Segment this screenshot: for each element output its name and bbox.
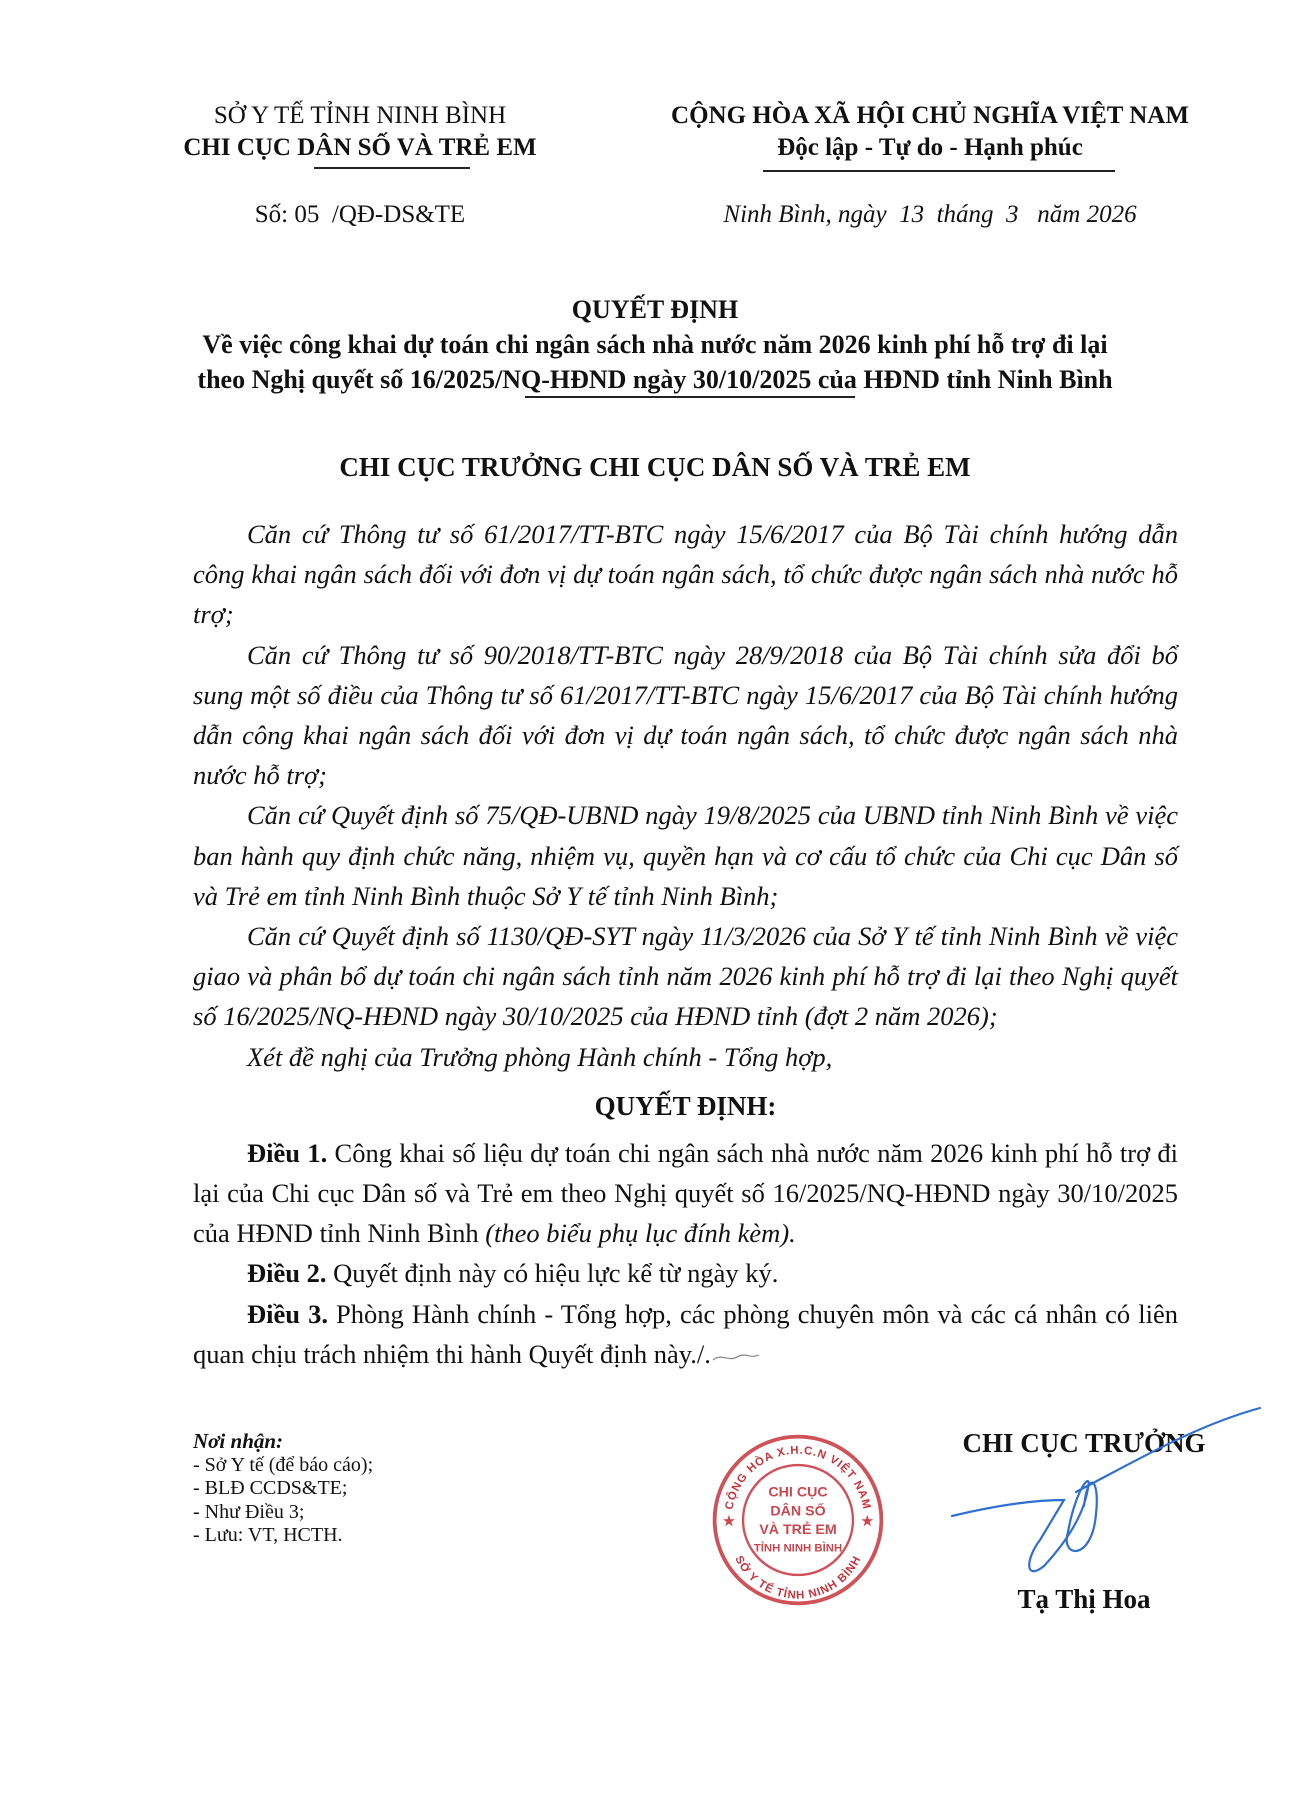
agency-name: CHI CỤC DÂN SỐ VÀ TRẺ EM bbox=[183, 134, 537, 161]
recipients-heading: Nơi nhận: bbox=[193, 1429, 284, 1454]
signer-name: Tạ Thị Hoa bbox=[1017, 1584, 1151, 1615]
nation-block bbox=[620, 100, 1240, 164]
article-1 bbox=[193, 1133, 1178, 1254]
document-type: QUYẾT ĐỊNH bbox=[571, 295, 739, 324]
preamble-item: Căn cứ Quyết định số 75/QĐ-UBND ngày 19/8/2025 của UBND tỉnh Ninh Bình về việc ban hành quy định chức năng, nhiệm vụ, quyền hạn và cơ cấu tổ chức của Chi cục Dân số và Trẻ em tỉnh Ninh Bình thuộc Sở Y tế tỉnh Ninh Bình; bbox=[193, 800, 1178, 911]
recipients bbox=[193, 1430, 373, 1548]
preamble-item: Căn cứ Quyết định số 1130/QĐ-SYT ngày 11/3/2026 của Sở Y tế tỉnh Ninh Bình về việc giao và phân bổ dự toán chi ngân sách tỉnh năm 2026 kinh phí hỗ trợ đi lại theo Nghị quyết số 16/2025/NQ-HĐND ngày 30/10/2025 của HĐND tỉnh (đợt 2 năm 2026); bbox=[193, 921, 1178, 1032]
recipient-item: - BLĐ CCDS&TE; bbox=[193, 1477, 348, 1500]
subject-line-2: theo Nghị quyết số 16/2025/NQ-HĐND ngày 30/10/2025 của HĐND tỉnh Ninh Bình bbox=[197, 365, 1113, 394]
svg-text:VÀ TRẺ EM: VÀ TRẺ EM bbox=[759, 1522, 837, 1539]
article-2 bbox=[193, 1253, 1178, 1293]
handwritten-signature-icon bbox=[944, 1406, 1264, 1586]
initial-mark-icon bbox=[711, 1348, 761, 1366]
svg-text:CHI CỤC: CHI CỤC bbox=[768, 1484, 828, 1501]
document-body bbox=[193, 514, 1206, 1616]
svg-text:DÂN SỐ: DÂN SỐ bbox=[770, 1503, 826, 1520]
preamble bbox=[193, 514, 1178, 1077]
agency-underline bbox=[314, 167, 470, 169]
recipient-item: - Như Điều 3; bbox=[193, 1500, 305, 1523]
article-label: Điều 3. bbox=[247, 1298, 328, 1329]
signature-block bbox=[722, 1426, 1264, 1616]
svg-text:SỞ Y TẾ TỈNH NINH BÌNH: SỞ Y TẾ TỈNH NINH BÌNH bbox=[732, 1554, 864, 1602]
article-note: (theo biểu phụ lục đính kèm). bbox=[485, 1218, 796, 1249]
nation-title: CỘNG HÒA XÃ HỘI CHỦ NGHĨA VIỆT NAM bbox=[671, 102, 1189, 129]
place-date: Ninh Bình, ngày 13 tháng 3 năm 2026 bbox=[723, 201, 1137, 228]
footer bbox=[193, 1426, 1206, 1616]
subject-line-1: Về việc công khai dự toán chi ngân sách nhà nước năm 2026 kinh phí hỗ trợ đi lại bbox=[202, 330, 1108, 359]
motto: Độc lập - Tự do - Hạnh phúc bbox=[777, 134, 1083, 161]
issuing-authority: CHI CỤC TRƯỞNG CHI CỤC DÂN SỐ VÀ TRẺ EM bbox=[339, 452, 971, 482]
agency-block bbox=[150, 100, 570, 164]
motto-underline bbox=[763, 170, 1115, 172]
article-3 bbox=[193, 1294, 1178, 1374]
svg-text:CỘNG HÒA X.H.C.N VIỆT NAM: CỘNG HÒA X.H.C.N VIỆT NAM bbox=[723, 1444, 873, 1511]
article-label: Điều 1. bbox=[247, 1137, 328, 1168]
articles bbox=[193, 1133, 1178, 1374]
article-text: Phòng Hành chính - Tổng hợp, các phòng chuyên môn và các cá nhân có liên quan chịu trách nhiệm thi hành Quyết định này./. bbox=[193, 1298, 1178, 1369]
document-number: Số: 05 /QĐ-DS&TE bbox=[254, 201, 466, 228]
agency-parent: SỞ Y TẾ TỈNH NINH BÌNH bbox=[213, 102, 507, 129]
signer-title: CHI CỤC TRƯỞNG bbox=[962, 1428, 1206, 1459]
official-stamp-icon bbox=[708, 1430, 888, 1610]
svg-text:TỈNH NINH BÌNH: TỈNH NINH BÌNH bbox=[753, 1542, 843, 1555]
title-block bbox=[60, 292, 1250, 397]
svg-text:★: ★ bbox=[861, 1513, 874, 1529]
article-text: Quyết định này có hiệu lực kể từ ngày ký. bbox=[326, 1258, 779, 1289]
preamble-item: Căn cứ Thông tư số 90/2018/TT-BTC ngày 28/9/2018 của Bộ Tài chính sửa đổi bổ sung một số điều của Thông tư số 61/2017/TT-BTC ngày 15/6/2017 của Bộ Tài chính hướng dẫn công khai ngân sách đối với đơn vị dự toán ngân sách, tổ chức được ngân sách nhà nước hỗ trợ; bbox=[193, 639, 1178, 791]
preamble-item: Xét đề nghị của Trưởng phòng Hành chính - Tổng hợp, bbox=[247, 1041, 833, 1072]
subject-underline bbox=[525, 396, 855, 398]
decision-heading: QUYẾT ĐỊNH: bbox=[594, 1090, 777, 1121]
recipient-item: - Lưu: VT, HCTH. bbox=[193, 1524, 343, 1547]
recipient-item: - Sở Y tế (để báo cáo); bbox=[193, 1453, 374, 1476]
article-text: Công khai số liệu dự toán chi ngân sách nhà nước năm 2026 kinh phí hỗ trợ đi lại của Chi cục Dân số và Trẻ em theo Nghị quyết số 16/2025/NQ-HĐND ngày 30/10/2025 của HĐND tỉnh Ninh Bình bbox=[193, 1137, 1179, 1249]
article-label: Điều 2. bbox=[247, 1258, 327, 1289]
preamble-item: Căn cứ Thông tư số 61/2017/TT-BTC ngày 15/6/2017 của Bộ Tài chính hướng dẫn công khai ngân sách đối với đơn vị dự toán ngân sách, tổ chức được ngân sách nhà nước hỗ trợ; bbox=[193, 519, 1178, 630]
svg-text:★: ★ bbox=[722, 1513, 735, 1529]
